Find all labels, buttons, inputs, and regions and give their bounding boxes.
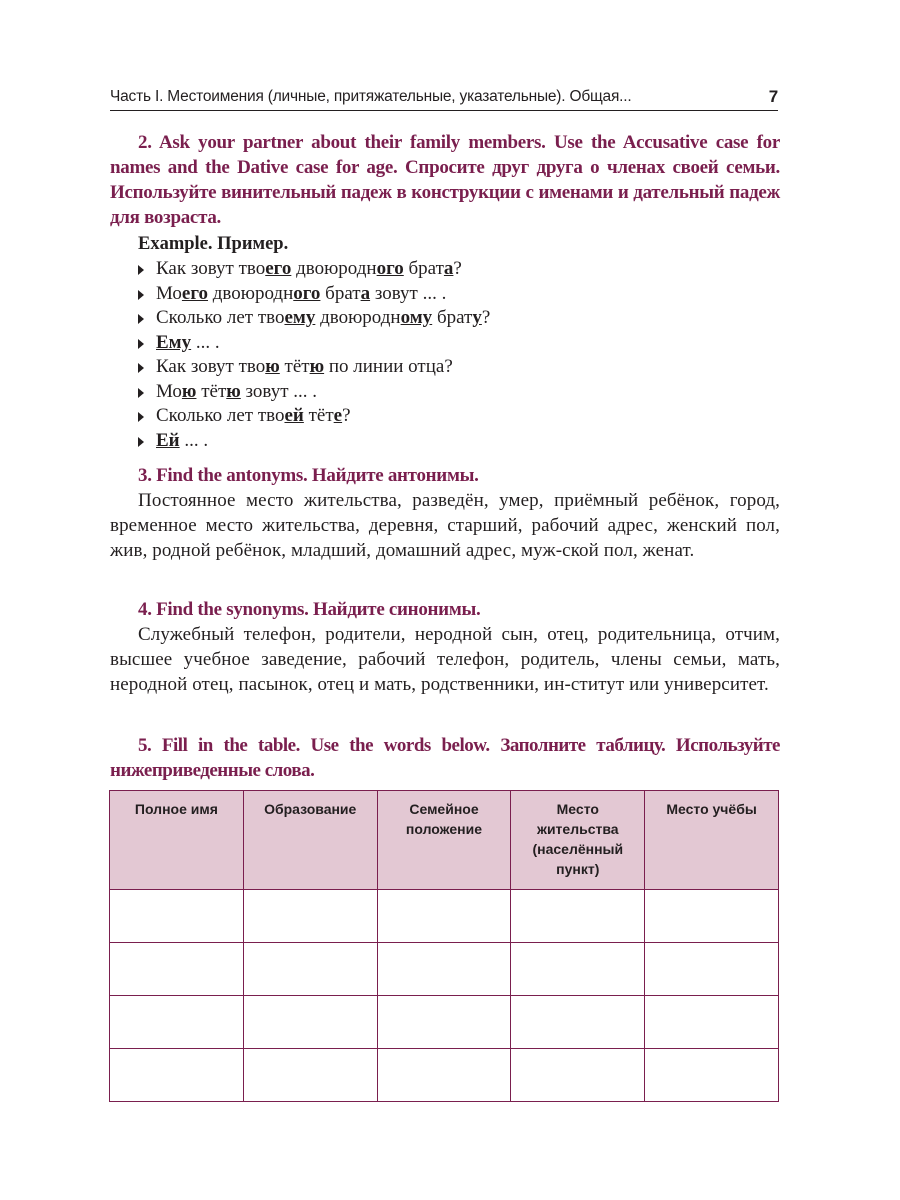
underlined-ending: его: [265, 258, 292, 279]
blank-table-cell[interactable]: [110, 943, 244, 996]
triangle-bullet-icon: [138, 412, 144, 422]
header-text-line: Место учёбы: [666, 801, 757, 817]
blank-table-cell[interactable]: [645, 890, 779, 943]
task-3-instruction: 3. Find the antonyms. Найдите антонимы.: [138, 465, 479, 486]
blank-table-cell[interactable]: [243, 890, 377, 943]
example-line: [138, 404, 780, 429]
underlined-ending: а: [360, 282, 371, 304]
blank-table-cell[interactable]: [645, 996, 779, 1049]
table-row: [110, 943, 779, 996]
example-text: ?: [481, 307, 491, 328]
example-text: брат: [432, 307, 473, 328]
table-column-header: [645, 791, 779, 890]
header-text-line: пункт): [556, 861, 600, 877]
example-text: по линии отца?: [324, 356, 453, 377]
underlined-ending: Ему: [156, 331, 192, 353]
underlined-ending: ему: [284, 307, 316, 328]
table-body: [110, 890, 779, 1102]
blank-table-cell[interactable]: [243, 1049, 377, 1102]
underlined-ending: ого: [293, 282, 321, 304]
blank-table-cell[interactable]: [110, 996, 244, 1049]
underlined-ending: ю: [226, 380, 241, 402]
triangle-bullet-icon: [138, 363, 144, 373]
triangle-bullet-icon: [138, 265, 144, 275]
example-text: ?: [453, 258, 462, 279]
example-text: тёт: [303, 405, 334, 426]
example-line: [138, 331, 780, 356]
triangle-bullet-icon: [138, 437, 144, 447]
running-title: Часть I. Местоимения (личные, притяжательные, указательные). Общая...: [110, 88, 632, 105]
blank-table-cell[interactable]: [511, 890, 645, 943]
example-line: [138, 306, 780, 331]
blank-table-cell[interactable]: [645, 943, 779, 996]
blank-table-cell[interactable]: [511, 1049, 645, 1102]
task-2-instruction: 2. Ask your partner about their family members. Use the Accusative case for names and the Dative case for age. Спросите друг друга о членах своей семьи. Используйте винительный падеж в конструкции с именами и дательный падеж для возраста.: [110, 132, 780, 228]
triangle-bullet-icon: [138, 314, 144, 324]
underlined-ending: ого: [376, 258, 404, 279]
blank-table-cell[interactable]: [645, 1049, 779, 1102]
triangle-bullet-icon: [138, 339, 144, 349]
underlined-ending: ей: [284, 405, 304, 426]
underlined-ending: ю: [309, 356, 325, 377]
example-text: зовут ... .: [370, 282, 447, 304]
underlined-ending: Ей: [156, 429, 180, 451]
table-row: [110, 996, 779, 1049]
header-text-line: (населённый: [532, 841, 624, 857]
underlined-ending: у: [472, 307, 482, 328]
underlined-ending: ю: [181, 380, 197, 402]
task-3-text: Постоянное место жительства, разведён, умер, приёмный ребёнок, город, временное место жительства, деревня, старший, рабочий адрес, женский пол, жив, родной ребёнок, младший, домашний адрес, муж-ской пол, женат.: [110, 490, 780, 561]
example-label: Example. Пример.: [138, 234, 289, 254]
example-text: брат: [320, 282, 361, 304]
table-column-header: [243, 791, 377, 890]
header-text-line: Образование: [264, 801, 357, 817]
task-5: [110, 733, 780, 783]
example-text: тёт: [279, 356, 310, 377]
running-header: [110, 88, 778, 112]
header-text-line: положение: [405, 821, 483, 837]
header-rule: [110, 110, 778, 111]
header-text-line: Полное имя: [134, 801, 218, 817]
header-text-line: жительства: [537, 821, 619, 837]
table-column-header: [377, 791, 511, 890]
example-list: [110, 257, 780, 453]
example-text: двоюродн: [315, 307, 401, 328]
example-text: ... .: [179, 429, 209, 451]
example-text: ?: [342, 405, 351, 426]
example-text: брат: [403, 258, 444, 279]
example-text: двоюродн: [208, 282, 294, 304]
page-number: 7: [768, 87, 778, 106]
underlined-ending: его: [181, 282, 209, 304]
example-line: [138, 429, 780, 454]
example-text: тёт: [196, 380, 227, 402]
triangle-bullet-icon: [138, 290, 144, 300]
blank-table-cell[interactable]: [243, 996, 377, 1049]
task-4-instruction: 4. Find the synonyms. Найдите синонимы.: [138, 599, 481, 620]
blank-table-cell[interactable]: [377, 943, 511, 996]
underlined-ending: а: [443, 258, 454, 279]
header-text-line: Семейное: [409, 801, 479, 817]
example-text: Сколько лет тво: [156, 405, 285, 426]
blank-table-cell[interactable]: [511, 996, 645, 1049]
table-column-header: [511, 791, 645, 890]
example-text: Мо: [156, 282, 182, 304]
blank-table-cell[interactable]: [243, 943, 377, 996]
example-text: Мо: [156, 380, 182, 402]
example-text: ... .: [191, 331, 220, 353]
task-3: [110, 463, 780, 563]
underlined-ending: ому: [400, 307, 433, 328]
example-text: Сколько лет тво: [156, 307, 285, 328]
example-line: [138, 355, 780, 380]
example-line: [138, 380, 780, 405]
example-line: [138, 282, 780, 307]
blank-table-cell[interactable]: [110, 890, 244, 943]
table-column-header: [110, 791, 244, 890]
task-5-instruction: 5. Fill in the table. Use the words below. Заполните таблицу. Используйте нижеприведенные слова.: [110, 735, 780, 781]
underlined-ending: ю: [265, 356, 280, 377]
fill-in-table: [109, 790, 779, 1102]
example-text: зовут ... .: [240, 380, 318, 402]
example-text: двоюродн: [291, 258, 377, 279]
task-2: [110, 130, 780, 453]
underlined-ending: е: [333, 405, 343, 426]
table-row: [110, 1049, 779, 1102]
triangle-bullet-icon: [138, 388, 144, 398]
example-line: [138, 257, 780, 282]
task-4: [110, 597, 780, 697]
table-row: [110, 890, 779, 943]
blank-table-cell[interactable]: [110, 1049, 244, 1102]
example-text: Как зовут тво: [156, 258, 266, 279]
blank-table-cell[interactable]: [511, 943, 645, 996]
header-text-line: Место: [556, 801, 599, 817]
blank-table-cell[interactable]: [377, 996, 511, 1049]
task-4-text: Служебный телефон, родители, неродной сын, отец, родительница, отчим, высшее учебное заведение, рабочий телефон, родитель, члены семьи, мать, неродной отец, пасынок, отец и мать, родственники, ин-ститут или университет.: [110, 624, 780, 695]
table-header-row: [110, 791, 779, 890]
blank-table-cell[interactable]: [377, 890, 511, 943]
blank-table-cell[interactable]: [377, 1049, 511, 1102]
example-text: Как зовут тво: [156, 356, 266, 377]
